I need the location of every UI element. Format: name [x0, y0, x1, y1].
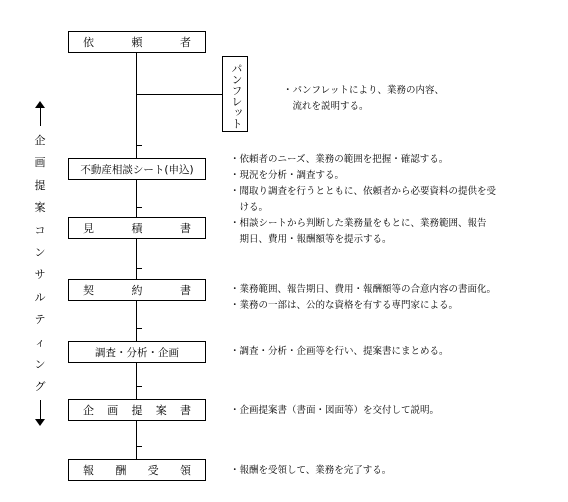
arrow-down-shaft [40, 400, 41, 420]
step-char: 積 [131, 222, 143, 235]
flow-tick [136, 386, 142, 387]
step-char: 書 [180, 222, 191, 235]
step-label: 調査・分析・企画 [95, 346, 179, 359]
step-box-consultation-sheet [68, 158, 206, 180]
pamphlet-branch-line [136, 94, 222, 95]
proposal-notes: ・企画提案書（書面・図面等）を交付して説明。 [230, 405, 440, 416]
pamphlet-box [222, 56, 248, 132]
step-char: 依 [83, 36, 94, 49]
step-char: 提 [131, 404, 143, 417]
step-char: 書 [180, 404, 191, 417]
pamphlet-label: パンフレット [230, 63, 243, 129]
step-char: 契 [83, 284, 94, 297]
step-char: 者 [180, 36, 191, 49]
step-char: 見 [83, 222, 94, 235]
flow-tick [136, 328, 142, 329]
step-box-requester [68, 31, 206, 53]
step-label: 不動産相談シート(申込) [80, 163, 194, 176]
arrow-up-shaft [40, 107, 41, 126]
step-box-research-planning [68, 341, 206, 363]
step-char: 報 [83, 464, 94, 477]
step-char: 書 [180, 284, 191, 297]
fee-notes: ・報酬を受領して、業務を完了する。 [230, 465, 392, 476]
step-box-proposal [68, 399, 206, 421]
research-notes: ・調査・分析・企画等を行い、提案書にまとめる。 [230, 346, 449, 357]
flow-tick [136, 145, 142, 146]
step-char: 領 [179, 464, 191, 477]
contract-notes: ・業務範囲、報告期日、費用・報酬額等の合意内容の書面化。 ・業務の一部は、公的な資格を有する専門家による。 [230, 284, 497, 311]
step-char: 頼 [131, 36, 143, 49]
pamphlet-notes: ・パンフレットにより、業務の内容、 流れを説明する。 [283, 85, 445, 112]
flow-tick [136, 446, 142, 447]
step-char: 案 [155, 404, 167, 417]
flow-tick [136, 268, 142, 269]
step-box-contract [68, 279, 206, 301]
step-box-estimate [68, 217, 206, 239]
sheet-notes: ・依頼者のニーズ、業務の範囲を把握・確認する。 ・現況を分析・調査する。 ・聞取り調査を行うとともに、依頼者から必要資料の提供を受 ける。 ・相談シートから判断した業務量をもとに、業務範囲、報告 期日、費用・報酬額等を提示する。 [230, 154, 497, 245]
arrow-down-icon [35, 419, 45, 426]
step-char: 企 [83, 404, 94, 417]
step-char: 画 [107, 404, 119, 417]
step-char: 酬 [115, 464, 127, 477]
side-label-proposal-consulting: 企 画 提 案 コ ン サ ル テ ィ ン グ [34, 134, 46, 394]
step-box-fee-receipt [68, 459, 206, 481]
step-char: 約 [131, 284, 143, 297]
step-char: 受 [147, 464, 159, 477]
flow-tick [136, 207, 142, 208]
